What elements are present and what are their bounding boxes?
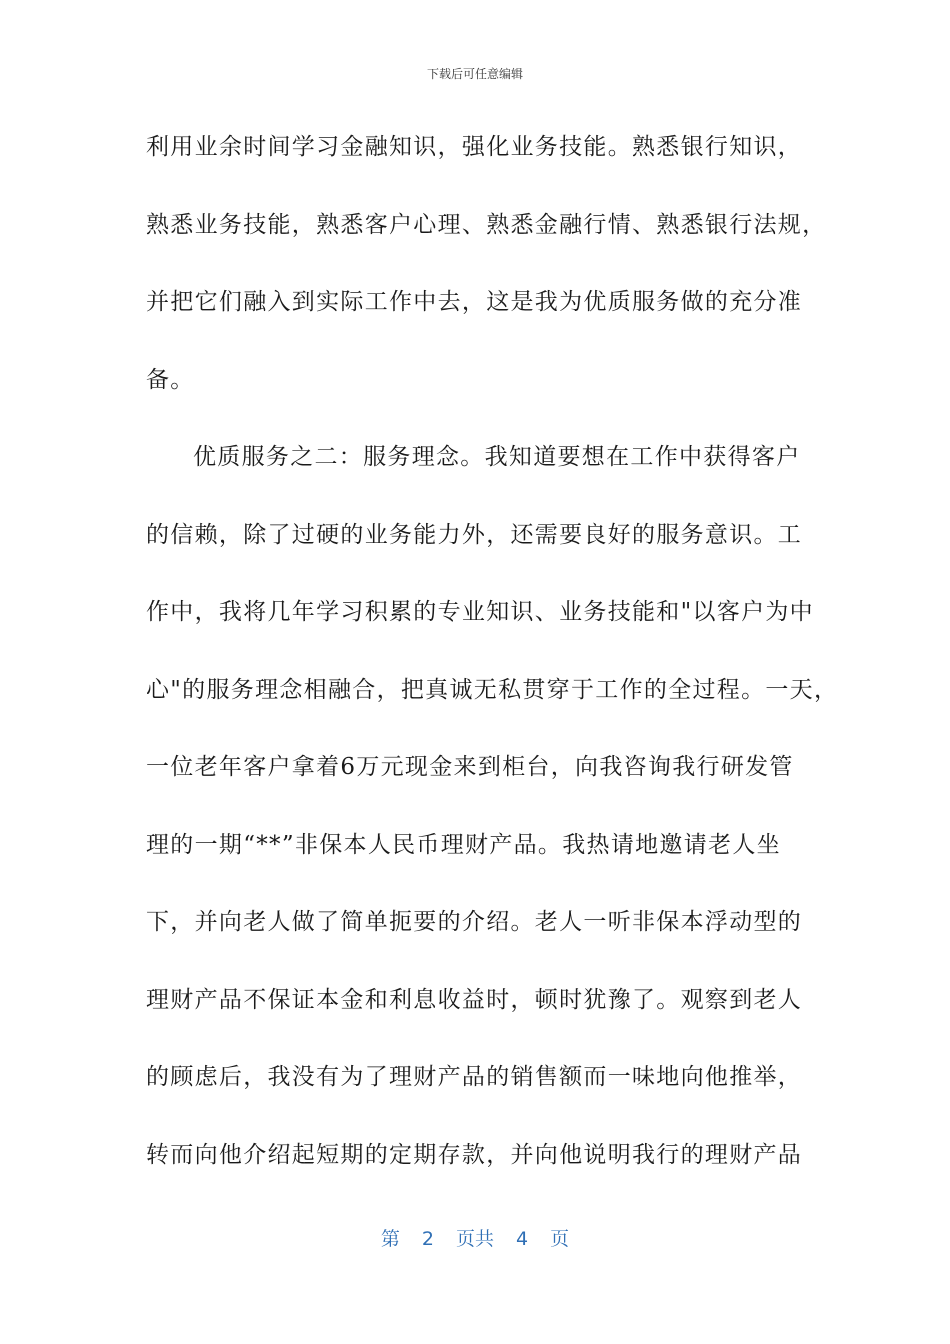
footer-total-pages: 4: [516, 1228, 529, 1250]
page-footer: [0, 1226, 950, 1252]
footer-current-page: 2: [421, 1228, 434, 1250]
body-line-9: 一位老年客户拿着6万元现金来到柜台，向我咨询我行研发管: [146, 754, 794, 780]
body-line-5: 优质服务之二：服务理念。我知道要想在工作中获得客户: [193, 444, 801, 470]
body-line-2: 熟悉业务技能，熟悉客户心理、熟悉金融行情、熟悉银行法规，: [146, 211, 827, 238]
body-line-13: 的顾虑后，我没有为了理财产品的销售额而一味地向他推举，: [146, 1064, 803, 1090]
body-line-10: 理的一期“**”非保本人民币理财产品。我热请地邀请老人坐: [146, 831, 781, 858]
body-line-3: 并把它们融入到实际工作中去，这是我为优质服务做的充分准: [146, 289, 803, 315]
body-line-14: 转而向他介绍起短期的定期存款，并向他说明我行的理财产品: [146, 1141, 803, 1168]
footer-suffix: 页: [550, 1228, 570, 1250]
body-line-12: 理财产品不保证本金和利息收益时，顿时犹豫了。观察到老人: [146, 986, 803, 1013]
body-line-4: 备。: [146, 366, 195, 393]
footer-middle: 页共: [455, 1228, 494, 1250]
body-line-7: 作中，我将几年学习积累的专业知识、业务技能和"以客户为中: [146, 599, 814, 625]
body-line-1: 利用业余时间学习金融知识，强化业务技能。熟悉银行知识，: [146, 134, 803, 160]
page-header: 下载后可任意编辑: [426, 67, 523, 81]
body-line-6: 的信赖，除了过硬的业务能力外，还需要良好的服务意识。工: [146, 521, 803, 548]
document-body: [146, 127, 839, 1212]
body-line-11: 下，并向老人做了简单扼要的介绍。老人一听非保本浮动型的: [146, 909, 803, 935]
footer-prefix: 第: [380, 1228, 400, 1250]
body-line-8: 心"的服务理念相融合，把真诚无私贯穿于工作的全过程。一天，: [146, 676, 839, 703]
